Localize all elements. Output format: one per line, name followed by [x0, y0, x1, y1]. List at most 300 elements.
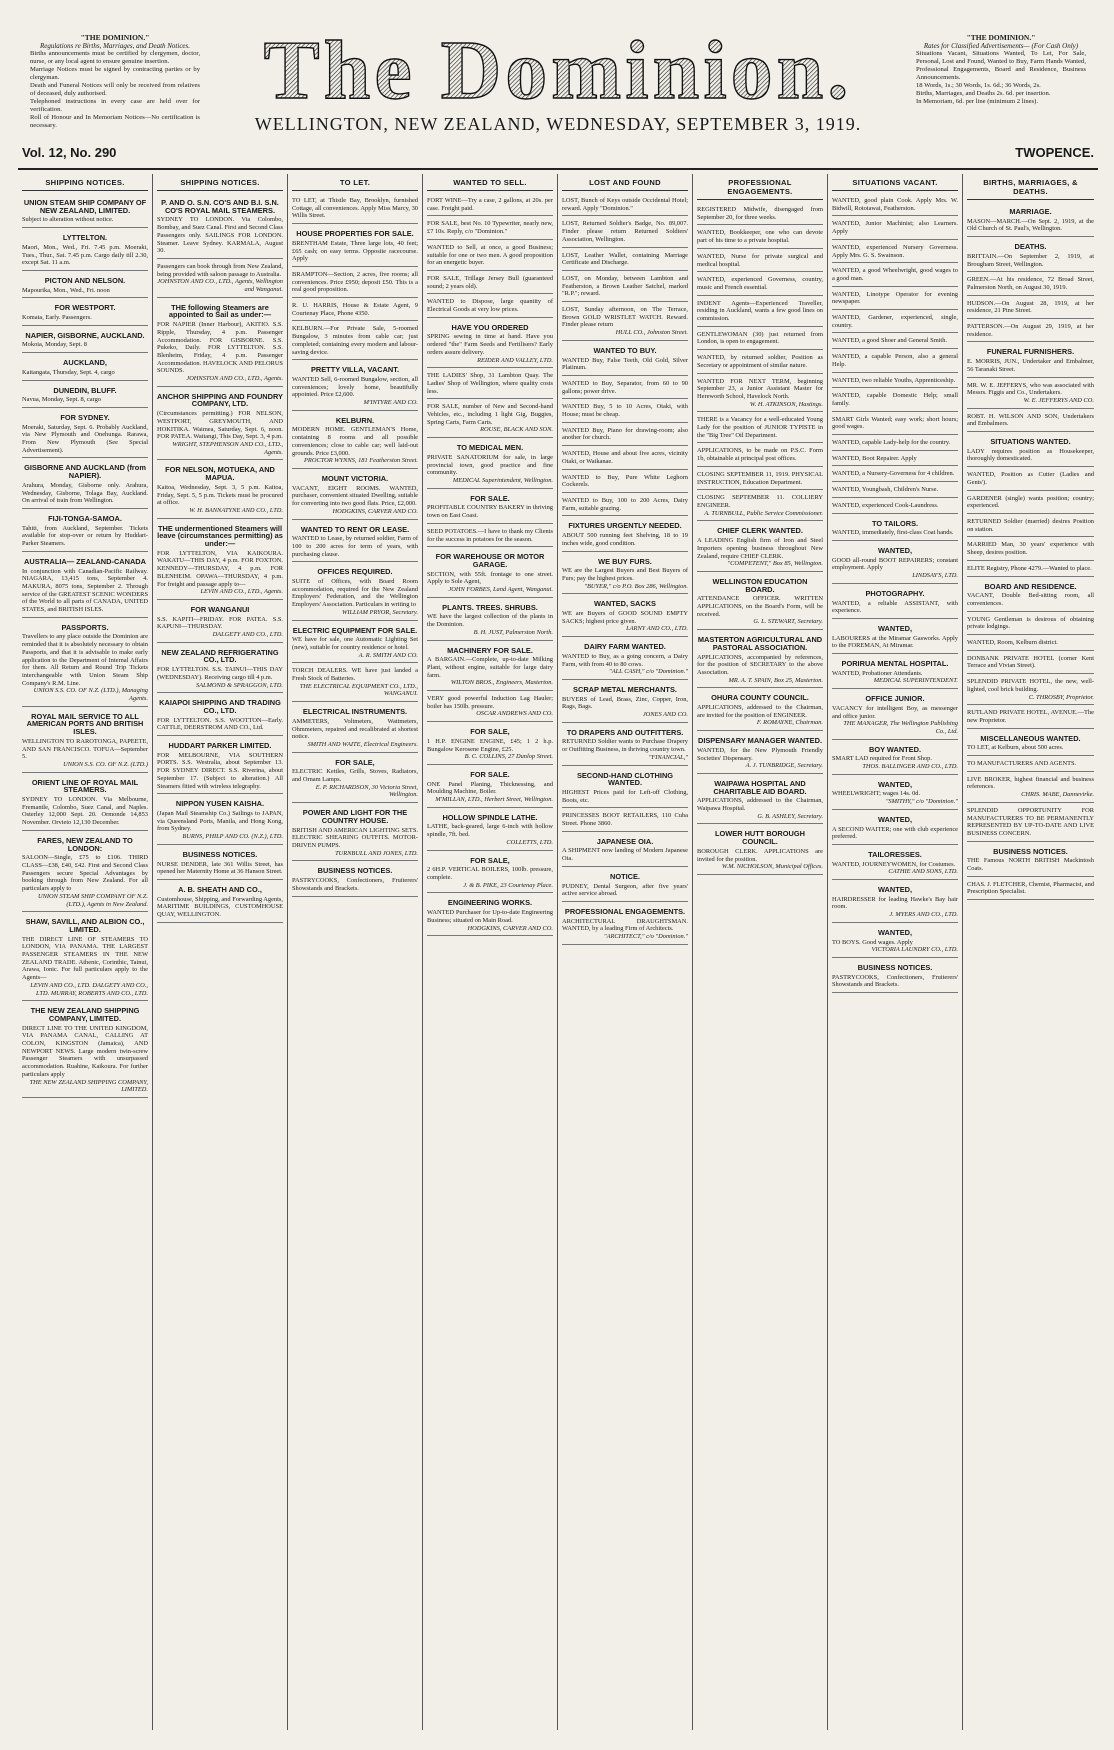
- classified-ad: [22, 1003, 148, 1098]
- ad-body: CLOSING SEPTEMBER 11. COLLIERY ENGINEER.: [697, 494, 823, 509]
- classified-ad: [967, 844, 1094, 877]
- classified-ad: [697, 690, 823, 731]
- classified-ad: [832, 621, 958, 654]
- ad-body: WANTED Buy, False Teeth, Old Gold, Silver Platinum.: [562, 356, 688, 372]
- ad-signature: UNION S.S. CO. OF N.Z. (LTD.): [63, 760, 148, 768]
- ad-heading: FOR SALE.: [470, 769, 510, 779]
- ad-body: SMART LAD required for Front Shop.: [832, 755, 932, 763]
- ad-signature: MEDICAL Superintendent, Wellington.: [452, 476, 553, 484]
- ad-body: WANTED, Nurse for private surgical and medical hospital.: [697, 252, 823, 268]
- ad-body: SUITE of Offices, with Board Room accommodation, required for the New Zealand Employers' Federation, and the Wellington Employers' Association. Particulars in writing to: [292, 578, 418, 609]
- left-ear-line: Marriage Notices must be signed by contracting parties or by clergyman.: [30, 66, 200, 81]
- ad-body: BRENTHAM Estate, Three large lots, 40 feet; £65 cash; on easy terms. Opposite racecourse. Apply: [292, 239, 418, 263]
- ad-body: Kaitangata, Thursday, Sept. 4, cargo: [22, 368, 115, 376]
- classified-ad: [697, 274, 823, 295]
- ad-body: THERE is a Vacancy for a well-educated Young Lady for the position of JUNIOR TYPISTE in the "Big Tree" Oil Department.: [697, 416, 823, 439]
- ad-body: WANTED to Buy, Separator, from 60 to 90 gallons; power drive.: [562, 379, 688, 395]
- classified-ad: [697, 445, 823, 466]
- ad-body: ELITE Registry, Phone 4279.—Wanted to place.: [967, 564, 1092, 572]
- ad-heading: WANTED,: [877, 545, 913, 555]
- classified-ad: [427, 401, 553, 438]
- left-ear-subtitle: Regulations re Births, Marriages, and Death Notices.: [39, 42, 191, 50]
- ad-body: MARRIED Man, 30 years' experience with Sheep, desires position.: [967, 541, 1094, 557]
- ad-heading: WANTED,: [877, 623, 913, 633]
- ad-signature: SALMOND & SPRAGGON, LTD.: [195, 681, 283, 689]
- column-1: [18, 174, 153, 1730]
- classified-ad: [292, 300, 418, 321]
- ad-body: WANTED, a capable Person, also a general Help.: [832, 353, 958, 368]
- classified-ad: [967, 563, 1094, 577]
- ad-body: RUTLAND PRIVATE HOTEL, AVENUE.—The new Proprietor.: [967, 709, 1094, 724]
- ad-body: WANTED, immediately, first-class Coat hands.: [832, 529, 954, 537]
- ad-body: TORCH DEALERS. WE have just landed a Fresh Stock of Batteries.: [292, 667, 418, 683]
- ad-signature: THE MANAGER, The Wellington Publishing Co., Ltd.: [843, 720, 958, 735]
- ad-heading: FOR WESTPORT.: [54, 303, 116, 313]
- classified-ad: [427, 526, 553, 547]
- ad-heading: OHURA COUNTY COUNCIL.: [711, 693, 809, 703]
- ad-body: FOR SALE, Trillage Jersey Bull (guaranteed sound; 2 years old).: [427, 274, 553, 290]
- ad-signature: ROUSE, BLACK AND SON.: [480, 426, 553, 434]
- classified-ad: [427, 724, 553, 765]
- ad-body: SPLENDID PRIVATE HOTEL, the new, well-lighted, cool brick building.: [967, 678, 1094, 693]
- ad-body: WANTED, Bookkeeper, one who can devote part of his time to a private hospital.: [697, 229, 823, 245]
- classified-ad: [562, 518, 688, 551]
- ad-body: WANTED, a Nursery-Governess for 4 children.: [832, 470, 955, 478]
- ad-body: WANTED, capable Lady-help for the country.: [832, 439, 951, 447]
- classified-ad: [22, 273, 148, 298]
- right-ear-title: "THE DOMINION.": [966, 33, 1036, 42]
- ad-heading: THE undermentioned Steamers will leave (circumstances permitting) as under:—: [157, 523, 283, 549]
- ad-heading: FOR SALE.: [470, 493, 510, 503]
- ad-body: WANTED to Sell, at once, a good Business; suitable for one or two men. A good proposition for an energetic buyer.: [427, 243, 553, 267]
- classified-ad: [562, 472, 688, 493]
- ad-heading: FOR SALE,: [335, 757, 375, 767]
- column-heading: SITUATIONS VACANT.: [832, 176, 958, 191]
- classified-ad: [22, 554, 148, 618]
- ad-body: Kaitoa, Wednesday, Sept. 3, 5 p.m. Kaitoa, Friday, Sept. 5, 5 p.m. Tickets must be procured at office.: [157, 483, 283, 507]
- ad-body: LIVE BROKER, highest financial and business references.: [967, 775, 1094, 791]
- classified-ad: [697, 352, 823, 373]
- classified-ad: [832, 691, 958, 740]
- ad-signature: "BUYER," c/o P.O. Box 286, Wellington.: [584, 582, 688, 590]
- classified-ad: [697, 329, 823, 350]
- left-ear-title: "THE DOMINION.": [80, 33, 150, 42]
- classified-ad: [157, 695, 283, 736]
- classified-ad: [562, 834, 688, 867]
- ad-heading: PHOTOGRAPHY.: [865, 588, 925, 598]
- classified-ad: [562, 725, 688, 766]
- ad-heading: GISBORNE AND AUCKLAND (from NAPIER).: [24, 463, 146, 481]
- ad-signature: WRIGHT, STEPHENSON AND CO., LTD., Agents.: [172, 440, 283, 456]
- ad-body: SECTION, with 55ft. frontage to one street. Apply to Sole Agent,: [427, 570, 553, 586]
- ad-body: WANTED, Boot Repairer. Apply: [832, 454, 917, 462]
- classified-ad: [292, 269, 418, 298]
- ad-body: PASTRYCOOKS, Confectioners, Fruiterers' Showstands and Brackets.: [292, 877, 418, 892]
- right-ear-subtitle: Rates for Classified Advertisements— (For Cash Only): [923, 42, 1079, 50]
- ad-body: ATTENDANCE OFFICER. WRITTEN APPLICATIONS, on the Board's Form, will be received.: [697, 595, 823, 618]
- classified-ad: [562, 810, 688, 831]
- classified-ad: [967, 298, 1094, 319]
- ad-heading: WE BUY FURS.: [598, 556, 652, 566]
- ad-body: WE are the Largest Buyers and Best Buyers of Furs; pay the highest prices.: [562, 567, 688, 582]
- ad-heading: TO TAILORS.: [871, 518, 919, 528]
- ad-heading: FUNERAL FURNISHERS.: [986, 347, 1075, 357]
- ad-body: WANTED, Gardener, experienced, single, country.: [832, 314, 958, 329]
- ad-signature: DALGETY AND CO., LTD.: [212, 631, 283, 639]
- ad-heading: OFFICES REQUIRED.: [317, 567, 393, 577]
- classified-ad: [292, 863, 418, 896]
- ad-signature: MEDICAL SUPERINTENDENT.: [873, 677, 958, 685]
- ad-body: VACANT, EIGHT ROOMS. WANTED, purchaser, convenient situated Dwelling, suitable for converting into two good flats. Price, £2,000.: [292, 484, 418, 508]
- classified-ad: [22, 328, 148, 353]
- ad-body: In conjunction with Canadian-Pacific Railway. NIAGARA, 13,415 tons, September 4. MAKURA, 8075 tons, September 2. Through service of the GREATEST SCENIC WONDERS of the World to all parts of CANADA, UNITED STATES, and BRITISH ISLES.: [22, 567, 148, 614]
- ad-body: WANTED, experienced Cook-Laundress.: [832, 501, 939, 509]
- ad-signature: A. TURNBULL, Public Service Commissioner.: [704, 509, 823, 517]
- ad-heading: LOWER HUTT BOROUGH COUNCIL.: [715, 829, 805, 847]
- ad-body: GOOD all-round BOOT REPAIRERS; constant employment. Apply: [832, 556, 958, 572]
- ad-body: WANTED, Junior Machinist; also Learners. Apply: [832, 220, 958, 236]
- column-heading: PROFESSIONAL ENGAGEMENTS.: [697, 176, 823, 200]
- ad-body: 2 6H.P. VERTICAL BOILERS, 100lb. pressure, complete.: [427, 866, 553, 881]
- ad-body: VACANCY for intelligent Boy, as messenger and office junior.: [832, 704, 958, 720]
- ad-signature: UNION S.S. CO. OF N.Z. (LTD.), Managing Agents.: [33, 687, 148, 703]
- ad-body: FOR MELBOURNE, VIA SOUTHERN PORTS. S.S. Westralia, about September 13. FOR SYDNEY DIRECT. S.S. Riverina, about September 17. (Subject to alteration.) All Steamers fitted with wireless telegraphy.: [157, 751, 283, 790]
- ad-signature: OSCAR ANDREWS AND CO.: [476, 710, 553, 718]
- classified-ad: [427, 273, 553, 294]
- classified-ad: [292, 413, 418, 469]
- ad-signature: BURNS, PHILP AND CO. (N.Z.), LTD.: [182, 833, 283, 841]
- ad-heading: MASTERTON AGRICULTURAL AND PASTORAL ASSOCIATION.: [697, 635, 823, 652]
- ad-signature: CHRIS. MABE, Dannevirke.: [1021, 791, 1094, 799]
- ad-signature: REIDER AND VALLEY, LTD.: [477, 356, 553, 364]
- classified-ad: [832, 484, 958, 498]
- ad-body: LADY requires position as Housekeeper, thoroughly domesticated.: [967, 447, 1094, 463]
- classified-ad: [292, 704, 418, 753]
- classified-ad: [22, 914, 148, 1001]
- ad-body: A SHIPMENT now landing of Modern Japanese Oia.: [562, 847, 688, 863]
- ad-heading: ELECTRICAL INSTRUMENTS.: [302, 707, 408, 717]
- classified-ad: [562, 378, 688, 399]
- ad-body: GREEN.—At his residence, 72 Broad Street, Palmerston North, on August 30, 1919.: [967, 276, 1094, 291]
- ad-signature: LARNY AND CO., LTD.: [626, 625, 688, 633]
- ad-heading: AUSTRALIA— ZEALAND-CANADA: [24, 556, 146, 566]
- ad-body: THE Famous NORTH BRITISH Mackintosh Coats.: [967, 857, 1094, 873]
- ad-heading: PROFESSIONAL ENGAGEMENTS.: [564, 907, 686, 916]
- column-3: [288, 174, 423, 1730]
- classified-ad: [427, 600, 553, 641]
- ad-body: BRITTAIN.—On September 2, 1919, at Brougham Street, Wellington.: [967, 252, 1094, 268]
- classified-ad: [292, 362, 418, 411]
- classified-ad: [832, 289, 958, 310]
- ad-body: APPLICATIONS, addressed to the Chairman, Waipawa Hospital.: [697, 797, 823, 813]
- ad-body: WANTED, two reliable Youths, Apprenticeship.: [832, 376, 956, 384]
- classified-ad: [292, 471, 418, 520]
- ad-heading: PICTON AND NELSON.: [44, 275, 126, 285]
- classified-ad: [967, 516, 1094, 537]
- classified-ad: [292, 323, 418, 360]
- classified-ad: [22, 511, 148, 552]
- ad-body: BOROUGH CLERK. APPLICATIONS are invited for the position.: [697, 847, 823, 863]
- classified-ad: [967, 380, 1094, 409]
- ad-signature: VICTORIA LAUNDRY CO., LTD.: [871, 946, 958, 954]
- ad-signature: "FINANCIAL,": [648, 753, 688, 761]
- volume-bar: [18, 140, 1098, 164]
- classified-ad: [832, 414, 958, 435]
- ad-body: REGISTERED Midwife, disengaged from September 20, for three weeks.: [697, 206, 823, 221]
- classified-ad: [832, 847, 958, 880]
- ad-body: WANTED Sell, 6-roomed Bungalow, section, all conveniences; lovely home, beautifully appointed. Price £2,600.: [292, 375, 418, 399]
- ad-signature: G. L. STEWART, Secretary.: [753, 618, 823, 626]
- ad-heading: PLANTS. TREES. SHRUBS.: [442, 602, 538, 612]
- classified-ad: [697, 776, 823, 825]
- ad-signature: W. H. ATKINSON, Hastings.: [749, 400, 823, 408]
- classified-ad: [562, 554, 688, 595]
- ad-body: CLOSING SEPTEMBER 11, 1919. PHYSICAL INSTRUCTION, Education Department.: [697, 470, 823, 486]
- ad-body: PROFITABLE COUNTRY BAKERY in thriving town on East Coast.: [427, 504, 553, 520]
- classified-ad: [967, 731, 1094, 756]
- ad-heading: BUSINESS NOTICES.: [182, 849, 258, 859]
- classified-ad: [967, 274, 1094, 295]
- ad-heading: POWER AND LIGHT FOR THE COUNTRY HOUSE.: [302, 808, 408, 825]
- classified-ad: [427, 767, 553, 808]
- classified-ad: [832, 437, 958, 451]
- column-heading: BIRTHS, MARRIAGES, & DEATHS.: [967, 176, 1094, 200]
- column-heading: SHIPPING NOTICES.: [157, 176, 283, 191]
- ad-heading: FOR SALE,: [470, 855, 510, 865]
- ad-heading: ROYAL MAIL SERVICE TO ALL AMERICAN PORTS AND BRITISH ISLES.: [26, 711, 144, 737]
- classified-ad: [427, 296, 553, 317]
- ad-heading: DISPENSARY MANAGER WANTED.: [697, 736, 822, 746]
- ad-body: WANTED, Youngbash, Children's Nurse.: [832, 486, 939, 494]
- classified-ad: [967, 758, 1094, 772]
- ad-body: A LEADING English firm of Iron and Steel Importers opening business throughout New Zealand, require CHIEF CLERK.: [697, 537, 823, 560]
- classified-ad: [157, 389, 283, 461]
- ad-body: Customhouse, Shipping, and Forwarding Agents, MARITIME BUILDINGS, CUSTOMHOUSE QUAY, WELLINGTON.: [157, 895, 283, 919]
- classified-ad: [967, 239, 1094, 272]
- ad-body: LABOURERS at the Miramar Gasworks. Apply to the FOREMAN, At Miramar.: [832, 634, 958, 650]
- classified-ad: [427, 895, 553, 936]
- ad-body: SPRING sewing in time at hand. Have you ordered "the" Farm Seeds and Fertilisers? Early orders assure delivery.: [427, 333, 553, 356]
- ad-body: THE LADIES' Shop, 31 Lambton Quay. The Ladies' Shop of Wellington, where quality costs less.: [427, 372, 553, 395]
- classified-ad: [562, 304, 688, 341]
- ad-body: WANTED to Buy, as a going concern, a Dairy Farm, with from 40 to 80 cows.: [562, 652, 688, 668]
- ad-heading: WANTED TO RENT OR LEASE.: [300, 524, 410, 534]
- ad-heading: PORIRUA MENTAL HOSPITAL.: [841, 659, 949, 669]
- classified-ad: [967, 411, 1094, 432]
- ad-body: Tahiti, from Auckland, September. Tickets available for stop-over or return by Huddart-Parker Steamers.: [22, 524, 148, 548]
- ad-body: BUYERS of Lead, Brass, Zinc, Copper, Iron, Rags, Bags.: [562, 695, 688, 711]
- classified-ad: [697, 492, 823, 521]
- newspaper-title: [248, 28, 868, 112]
- ad-body: WE are Buyers of GOOD SOUND EMPTY SACKS; highest price given.: [562, 610, 688, 625]
- classified-ad: [832, 777, 958, 810]
- ad-body: ONE Panel Planing, Thicknessing, and Moulding Machine, Boiler.: [427, 780, 553, 796]
- ad-heading: FARES, NEW ZEALAND TO LONDON:: [37, 835, 133, 853]
- classified-ad: [832, 812, 958, 845]
- classified-ad: [22, 410, 148, 459]
- classified-ad: [697, 632, 823, 688]
- column-6: [693, 174, 828, 1730]
- right-ear-rates: [916, 34, 1086, 106]
- classified-ad: [832, 960, 958, 993]
- ad-signature: JOHN FORBES, Land Agent, Wanganui.: [448, 586, 553, 594]
- classified-ad: [157, 521, 283, 600]
- ad-heading: HOUSE PROPERTIES FOR SALE.: [296, 229, 414, 239]
- column-7: [828, 174, 963, 1730]
- classified-ad: [562, 448, 688, 469]
- ad-heading: FIXTURES URGENTLY NEEDED.: [568, 521, 682, 531]
- ad-heading: TO MEDICAL MEN.: [456, 443, 524, 453]
- ad-signature: B. H. JUST, Palmerston North.: [473, 628, 553, 636]
- ad-body: A SECOND WAITER; one with club experience preferred.: [832, 825, 958, 841]
- classified-ad: [832, 656, 958, 689]
- ad-body: WANTED to Dispose, large quantity of Electrical Goods at very low prices.: [427, 298, 553, 314]
- ad-body: WANTED, Probationer Attendants.: [832, 669, 923, 677]
- ad-heading: BUSINESS NOTICES.: [317, 866, 393, 876]
- classified-ad: [832, 925, 958, 958]
- ad-body: WELLINGTON TO RAROTONGA, PAPEETE, AND SAN FRANCISCO. TOFUA—September 5.: [22, 737, 148, 761]
- ad-heading: OFFICE JUNIOR.: [865, 694, 925, 704]
- column-2: [153, 174, 288, 1730]
- column-heading: WANTED TO SELL.: [427, 176, 553, 191]
- left-ear-line: Births announcements must be certified by clergymen, doctor, nurse, or any local agent to ensure genuine insertion.: [30, 50, 200, 65]
- ad-heading: FOR SYDNEY.: [60, 412, 110, 422]
- ad-signature: UNION STEAM SHIP COMPANY OF N.Z. (LTD.), Agents in New Zealand.: [37, 892, 148, 908]
- right-ear-line: Situations Vacant, Situations Wanted, To Let, For Sale, Personal, Lost and Found, Wanted to Buy, Farm Hands Wanted, Professional Engagements, Board and Residence, Business Announcements.: [916, 50, 1086, 81]
- ad-body: LOST, Leather Wallet, containing Marriage Certificate and Discharge.: [562, 251, 688, 267]
- ad-body: FORT WINE—Try a case, 2 gallons, at 20s. per case. Freight paid.: [427, 197, 553, 212]
- ad-heading: AUCKLAND,: [63, 358, 107, 368]
- ad-body: CHAS. J. FLETCHER, Chemist, Pharmacist, and Prescription Specialist.: [967, 880, 1094, 896]
- classified-ad: [22, 195, 148, 228]
- ad-body: A BARGAIN.—Complete, up-to-date Milking Plant, without engine, suitable for large dairy farm.: [427, 656, 553, 679]
- ad-body: WANTED, a good Wheelwright, good wages to a good man.: [832, 267, 958, 282]
- ad-heading: WANTED,: [877, 927, 913, 937]
- ad-signature: WILLIAM PRYOR, Secretary.: [342, 608, 418, 616]
- ad-body: SEED POTATOES.—I have to thank my Clients for the success in potatoes for the season.: [427, 527, 553, 543]
- ad-signature: A. R. SMITH AND CO.: [358, 651, 418, 659]
- ad-body: LOST, Bunch of Keys outside Occidental Hotel; reward. Apply "Dominion.": [562, 197, 688, 212]
- classified-ad: [832, 500, 958, 514]
- ad-heading: DAIRY FARM WANTED.: [584, 642, 666, 652]
- ad-heading: MISCELLANEOUS WANTED.: [980, 733, 1081, 743]
- ad-signature: LEVIN AND CO., LTD., Agents.: [200, 588, 283, 596]
- classified-ad: [967, 344, 1094, 377]
- ad-body: (Circumstances permitting.) FOR NELSON, WESTPORT, GREYMOUTH, AND HOKITIKA. Waimea, Saturday, Sept. 6, noon. FOR PATEA. Waitangi, This Day, Sept. 3, 4 p.m.: [157, 410, 283, 441]
- ad-body: TO LET, at Thistle Bay, Brooklyn, furnished Cottage, all conveniences. Apply Miss Marcy, 30 Willis Street.: [292, 197, 418, 220]
- classified-ad: [427, 693, 553, 722]
- ad-signature: "ARCHITECT," c/o "Dominion.": [603, 933, 688, 941]
- ad-body: AMMETERS, Voltmeters, Wattmeters, Ohmmeters, repaired and recalibrated at shortest notice.: [292, 717, 418, 741]
- ad-signature: "ALL CASH," c/o "Dominion.": [609, 668, 688, 676]
- ad-heading: MARRIAGE.: [1009, 207, 1052, 216]
- classified-ad: [157, 796, 283, 845]
- ad-heading: ANCHOR SHIPPING AND FOUNDRY COMPANY, LTD.: [157, 391, 283, 409]
- ad-heading: FOR WANGANUI: [190, 604, 250, 614]
- ad-signature: C. THROSBY, Proprietor.: [1028, 693, 1094, 701]
- classified-ad: [562, 869, 688, 902]
- column-8: [963, 174, 1098, 1730]
- classified-ad: [967, 539, 1094, 560]
- classified-ad: [832, 335, 958, 349]
- ad-body: SALOON—Single, £75 to £106. THIRD CLASS—£38, £40, £42. First and Second Class Passengers secure Special Advantages by booking through from New Zealand. For all particulars apply to: [22, 854, 148, 893]
- ad-body: SMART Girls Wanted; easy work; short hours; good wages.: [832, 415, 958, 431]
- ad-body: APPLICATIONS, addressed to the Chairman, are invited for the position of ENGINEER.: [697, 704, 823, 719]
- classified-ad: [562, 596, 688, 637]
- ad-heading: WANTED,: [877, 885, 913, 895]
- ad-heading: ENGINEERING WORKS.: [447, 898, 533, 908]
- ad-signature: W. H. BANNATYNE AND CO., LTD.: [189, 506, 283, 514]
- ad-signature: W.M. NICHOLSON, Municipal Offices.: [721, 863, 823, 871]
- ad-heading: WAIPAWA HOSPITAL AND CHARITABLE AID BOARD.: [713, 778, 807, 796]
- ad-heading: P. AND O. S.N. CO'S AND B.I. S.N. CO'S ROYAL MAIL STEAMERS.: [161, 198, 279, 215]
- classified-ad: [562, 273, 688, 302]
- classified-ad: [22, 709, 148, 773]
- classified-ad: [22, 460, 148, 509]
- ad-signature: THE ELECTRICAL EQUIPMENT CO., LTD., WANGANUI.: [299, 682, 418, 698]
- classified-ad: [697, 574, 823, 630]
- column-5: [558, 174, 693, 1730]
- ad-body: HUDSON.—On August 28, 1919, at her residence, 21 Pine Street.: [967, 299, 1094, 315]
- ad-heading: TAILORESSES.: [868, 849, 922, 859]
- column-heading: LOST AND FOUND: [562, 176, 688, 191]
- ad-body: HAIRDRESSER for leading Hawke's Bay hair room.: [832, 895, 958, 911]
- classified-ad: [22, 620, 148, 707]
- masthead: [18, 18, 1098, 170]
- classified-ad: [832, 390, 958, 411]
- classified-ad: [562, 682, 688, 723]
- column-4: [423, 174, 558, 1730]
- ad-body: FOR LYTTELTON. S.S. WOOTTON—Early. CATTLE, DEERSTROM AND CO., Ltd.: [157, 716, 283, 732]
- ad-heading: WANTED TO BUY.: [593, 345, 657, 355]
- ad-heading: KELBURN.: [335, 415, 375, 425]
- ad-body: GARDENER (single) wants position; country; experienced.: [967, 494, 1094, 510]
- right-ear-line: Births, Marriages, and Deaths 2s. 6d. per insertion.: [916, 90, 1051, 97]
- ad-body: PRIVATE SANATORIUM for sale, in large provincial town, good practice and fine community.: [427, 453, 553, 477]
- ad-body: PASTRYCOOKS, Confectioners, Fruiterers' Showstands and Brackets.: [832, 973, 958, 989]
- classified-ad: [427, 491, 553, 524]
- classified-ad: [292, 665, 418, 702]
- ad-heading: SECOND-HAND CLOTHING WANTED.: [576, 770, 674, 788]
- right-ear-line: In Memoriam, 6d. per line (minimum 2 lines).: [916, 98, 1038, 105]
- classified-ad: [967, 493, 1094, 514]
- ad-signature: CATHIE AND SONS, LTD.: [888, 868, 958, 876]
- ad-body: WANTED, Linotype Operator for evening newspaper.: [832, 290, 958, 306]
- ad-heading: FOR SALE,: [470, 727, 510, 737]
- masthead-blackletter-logo: [248, 28, 868, 112]
- classified-ad: [22, 230, 148, 271]
- classified-ad: [22, 775, 148, 831]
- ad-signature: LEVIN AND CO., LTD. DALGETY AND CO., LTD. MURRAY, ROBERTS AND CO., LTD.: [30, 981, 148, 997]
- ad-body: WANTED to Lease, by returned soldier, Farm of 100 to 200 acres for term of years, with purchasing clause.: [292, 535, 418, 558]
- ad-body: HIGHEST Prices paid for Left-off Clothing, Boots, etc.: [562, 788, 688, 804]
- ad-heading: BUSINESS NOTICES.: [993, 846, 1068, 856]
- ad-body: RETURNED Soldier wants to Purchase Drapery or Outfitting Business, in thriving country town.: [562, 738, 688, 754]
- ad-body: Subject to alteration without notice.: [22, 216, 114, 224]
- ad-body: WANTED, Position as Cutter (Ladies and Gents').: [967, 471, 1094, 486]
- ad-heading: FIJI-TONGA-SAMOA.: [48, 513, 122, 523]
- ad-body: SYDNEY TO LONDON. Via Colombo, Bombay, and Suez Canal. First and Second Class Passengers only. SAILINGS FOR LONDON. Steamer. Leave Sydney. KARMALA, August 30.: [157, 216, 283, 255]
- ad-body: WANTED, Room, Kelburn district.: [967, 639, 1058, 647]
- classified-ad: [292, 623, 418, 664]
- ad-body: 1 H.P. ENGINE ENGINE, £45; 1 2 h.p. Bungalow Kerosene Engine, £25.: [427, 737, 553, 753]
- classified-ad: [157, 645, 283, 694]
- ad-signature: W. E. JEFFERYS AND CO.: [1023, 396, 1094, 404]
- ad-heading: CHIEF CLERK WANTED.: [717, 526, 803, 536]
- ad-heading: NAPIER, GISBORNE, AUCKLAND.: [25, 330, 145, 340]
- ad-body: MASON—MARCH.—On Sept. 2, 1919, at the Old Church of St. Paul's, Wellington.: [967, 217, 1094, 233]
- ad-body: FOR SALE, best No. 10 Typewriter, nearly new, £7 10s. Reply, c/o "Dominion.": [427, 220, 553, 236]
